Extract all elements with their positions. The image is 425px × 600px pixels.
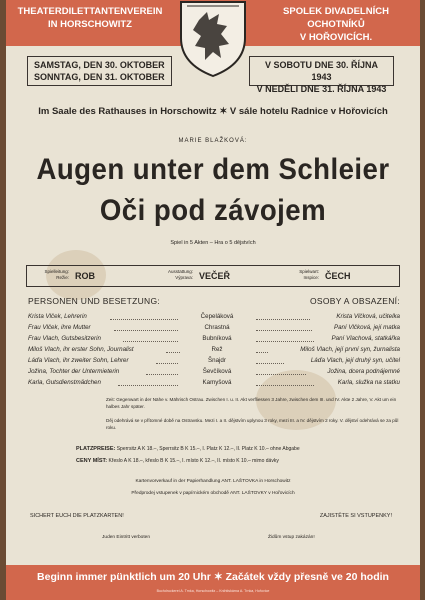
org-german-line1: THEATERDILETTANTENVEREIN: [17, 6, 163, 17]
role-german: Miloš Vlach, ihr erster Sohn, Journalist: [28, 346, 134, 353]
actor-name: Bubníková: [202, 335, 232, 342]
cast-heading-czech: OSOBY A OBSAZENÍ:: [310, 296, 400, 306]
prices-text-czech: Křeslo A K 18.–, křeslo B K 15.–, I. místo K 12.–, II. místo K 10.– mimo dávky: [108, 458, 279, 464]
role-german: Krista Vlček, Lehrerin: [28, 313, 87, 320]
venue-line: [6, 106, 420, 117]
subtitle: Spiel in 5 Akten – Hra o 5 dějstvích: [170, 240, 256, 246]
date-box-czech: [249, 56, 394, 94]
role-german: Jožina, Tochter der Untermieterin: [28, 368, 120, 375]
time-note-german: Zeit: Gegenwart in der Nähe v. Mährisch Ostrau. Zwischen I. u. II. Akt verfliessen 3 Jahre, zwischen dem III. und IV. Akte 2 Jahre, V. Akt um ein halbes Jahr später.: [106, 397, 397, 409]
presale-german: Kartenvorverkauf in der Papierhandlung ANT. LAŠTOVKA in Horschowitz: [135, 479, 291, 484]
credit-label: Spielleitung: Režie:: [44, 269, 69, 280]
actor-name: Šnajdr: [208, 357, 226, 364]
actor-name: Ševčíková: [202, 368, 232, 375]
credit-label: Spielwart: Inspice:: [299, 269, 319, 280]
prices-text-german: Sperrsitz A K 18.–, Sperrsitz B K 15.–, I. Platz K 12.–, II. Platz K 10.– ohne Abgabe: [116, 446, 300, 452]
cast-row: [28, 346, 400, 357]
role-czech: Miloš Vlach, její první syn, žurnalista: [300, 346, 400, 353]
org-czech-line1: SPOLEK DIVADELNÍCH OCHOTNÍKŮ: [283, 6, 389, 30]
date-german-saturday: SAMSTAG, DEN 30. OKTOBER: [34, 60, 165, 70]
presale-czech: Předprodej vstupenek v papírnickém obchodě ANT. LAŠTOVKY v Hořovicích: [131, 491, 295, 496]
role-german: Frau Vlček, ihre Mutter: [28, 324, 91, 331]
role-german: Frau Vlach, Gutsbesitzerin: [28, 335, 101, 342]
actor-name: Čepeláková: [200, 313, 234, 320]
star-separator-icon: ✶: [219, 106, 228, 117]
role-czech: Paní Vlčková, její matka: [333, 324, 400, 331]
cast-row: [28, 379, 400, 390]
reserve-tickets-czech: ZAJISTĚTE SI VSTUPENKY!: [319, 513, 392, 519]
org-german-line2: IN HORSCHOWITZ: [48, 19, 132, 30]
date-czech-saturday: V SOBOTU DNE 30. ŘÍJNA 1943: [264, 60, 379, 82]
credits-box: [26, 265, 400, 287]
prices-german: [76, 446, 406, 453]
cast-heading-german: PERSONEN UND BESETZUNG:: [28, 296, 161, 306]
actor-name: Rež: [211, 346, 223, 353]
start-time-czech: Začátek vždy přesně ve 20 hodin: [225, 571, 389, 583]
role-czech: Láďa Vlach, její druhý syn, učitel: [310, 357, 400, 364]
star-separator-icon: ✶: [213, 571, 223, 583]
title-czech: Oči pod závojem: [99, 194, 327, 227]
start-time-line: [6, 571, 420, 583]
prices-label-czech: CENY MÍST:: [76, 458, 108, 464]
prices-label-german: PLATZPREISE:: [76, 446, 116, 452]
actor-name: Chrastná: [204, 324, 230, 331]
cast-row: [28, 368, 400, 379]
date-box-german: [27, 56, 172, 86]
cast-list: [28, 313, 400, 390]
venue-german: Im Saale des Rathauses in Horschowitz: [38, 106, 217, 117]
entry-notice-czech: Židům vstup zakázán!: [268, 535, 315, 540]
author-name: MARIE BLAŽKOVÁ:: [178, 138, 248, 144]
role-czech: Jožina, dcera podnájemné: [327, 368, 400, 375]
role-german: Karla, Gutsdienstmädchen: [28, 379, 101, 386]
credit-value: ROB: [75, 271, 95, 281]
org-czech: [256, 5, 416, 44]
cast-row: [28, 324, 400, 335]
credit-label: Ausstattung: Výprava:: [167, 269, 193, 280]
entry-notice-german: Juden Eintritt verboten: [102, 535, 150, 540]
credit-value: VEČEŘ: [199, 271, 231, 281]
role-german: Láďa Vlach, ihr zweiter Sohn, Lehrer: [28, 357, 129, 364]
reserve-tickets-german: SICHERT EUCH DIE PLATZKARTEN!: [30, 513, 124, 519]
lion-crest-icon: [173, 0, 253, 78]
credit-value: ČECH: [325, 271, 351, 281]
date-german-sunday: SONNTAG, DEN 31. OKTOBER: [34, 72, 165, 82]
org-czech-line2: V HOŘOVICÍCH.: [299, 32, 373, 43]
org-german: [10, 5, 170, 31]
role-czech: Karla, služka na statku: [337, 379, 400, 386]
role-czech: Krista Vlčková, učitelka: [336, 313, 400, 320]
prices-czech: [76, 458, 406, 465]
actor-name: Kamyšová: [202, 379, 232, 386]
cast-row: [28, 335, 400, 346]
title-german: Augen unter dem Schleier: [36, 153, 390, 186]
playbill-poster: [6, 0, 420, 600]
cast-row: [28, 313, 400, 324]
start-time-german: Beginn immer pünktlich um 20 Uhr: [37, 571, 211, 583]
venue-czech: V sále hotelu Radnice v Hořovicích: [229, 106, 388, 117]
printer-credit: Buchdruckerei A. Trnka, Horschowitz – Knihtiskárna A. Trnka, Hořovice: [156, 589, 270, 593]
date-czech-sunday: V NEDĚLI DNE 31. ŘÍJNA 1943: [256, 84, 387, 94]
footer-band: [6, 565, 420, 600]
cast-row: [28, 357, 400, 368]
time-note-czech: Děj odehrává se v přítomné době na Ostravsku. Mezi I. a II. dějstvím uplynou 3 roky, mezi III. a IV. dějstvím 2 roky. V. dějství odehrává se za půl roku.: [106, 418, 399, 430]
role-czech: Paní Vlachová, statkářka: [331, 335, 400, 342]
